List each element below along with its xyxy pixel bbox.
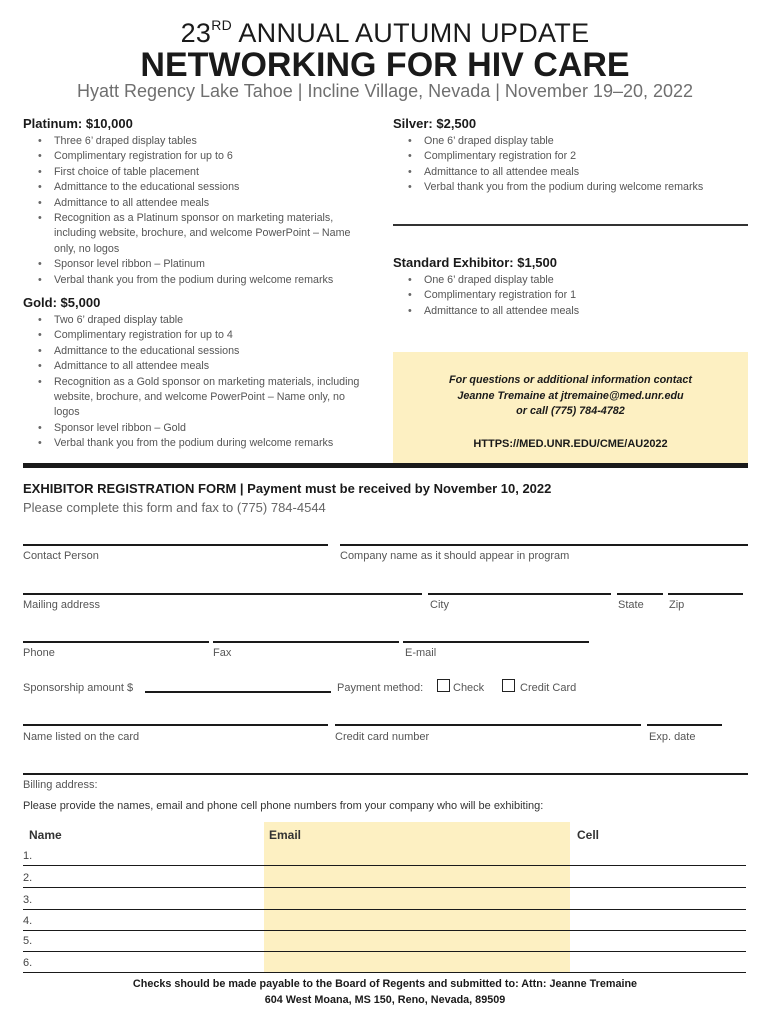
event-subtitle: NETWORKING FOR HIV CARE	[140, 46, 630, 84]
phone-field[interactable]	[23, 641, 209, 643]
benefit-list	[23, 313, 373, 452]
benefit-item: • Complimentary registration for 1	[393, 288, 753, 303]
mailing-address-field[interactable]	[23, 593, 422, 595]
tier-gold	[23, 295, 373, 452]
check-checkbox[interactable]	[437, 679, 450, 692]
event-number: 23	[180, 18, 212, 48]
benefit-item: • Sponsor level ribbon – Platinum	[23, 257, 373, 272]
benefit-item: • Verbal thank you from the podium during welcome remarks	[23, 436, 373, 451]
benefit-item: • Admittance to all attendee meals	[23, 359, 373, 374]
tier-title: Standard Exhibitor: $1,500	[393, 255, 557, 270]
benefit-item: • Verbal thank you from the podium during welcome remarks	[393, 180, 753, 195]
form-subtitle: Please complete this form and fax to (775) 784-4544	[23, 500, 326, 515]
tier-standard	[393, 255, 753, 319]
benefit-list	[23, 134, 373, 288]
table-row[interactable]	[23, 887, 746, 888]
tier-title: Silver: $2,500	[393, 116, 477, 131]
company-name-field[interactable]	[340, 544, 748, 546]
footer-payable-note: Checks should be made payable to the Board of Regents and submitted to: Attn: Jeanne Tremaine	[132, 978, 638, 990]
phone-label: Phone	[23, 647, 55, 659]
table-header-cell: Cell	[577, 828, 600, 842]
exp-date-label: Exp. date	[649, 731, 696, 743]
table-row[interactable]	[23, 909, 746, 910]
benefit-list	[393, 273, 753, 319]
benefit-item: • Admittance to all attendee meals	[393, 304, 753, 319]
credit-card-checkbox[interactable]	[502, 679, 515, 692]
check-label: Check	[453, 682, 485, 694]
card-number-label: Credit card number	[335, 731, 430, 743]
contact-line: For questions or additional information contact	[449, 374, 692, 386]
zip-label: Zip	[669, 599, 685, 611]
zip-field[interactable]	[668, 593, 743, 595]
benefit-item: • Recognition as a Platinum sponsor on marketing materials, including website, brochure, and welcome PowerPoint – Name only, no logos	[23, 211, 373, 257]
billing-address-label: Billing address:	[23, 779, 98, 791]
benefit-item: • Two 6’ draped display table	[23, 313, 373, 328]
table-row[interactable]	[23, 951, 746, 952]
table-row[interactable]	[23, 865, 746, 866]
state-field[interactable]	[617, 593, 663, 595]
table-header-email: Email	[269, 828, 302, 842]
event-venue: Hyatt Regency Lake Tahoe | Incline Village, Nevada | November 19–20, 2022	[76, 81, 694, 101]
email-label: E-mail	[405, 647, 437, 659]
benefit-item: • Three 6’ draped display tables	[23, 134, 373, 149]
event-title-text: ANNUAL AUTUMN UPDATE	[238, 18, 590, 48]
tier-title: Platinum: $10,000	[23, 116, 133, 131]
sponsorship-amount-label: Sponsorship amount $	[23, 682, 134, 694]
table-row-number: 4.	[23, 915, 33, 927]
benefit-item: • Admittance to the educational sessions	[23, 344, 373, 359]
benefit-item: • One 6’ draped display table	[393, 273, 753, 288]
table-row-number: 6.	[23, 957, 33, 969]
contact-phone-line: or call (775) 784-4782	[516, 405, 625, 417]
email-field[interactable]	[403, 641, 589, 643]
city-label: City	[430, 599, 449, 611]
credit-card-label: Credit Card	[520, 682, 577, 694]
exp-date-field[interactable]	[647, 724, 722, 726]
benefit-item: • Complimentary registration for up to 6	[23, 149, 373, 164]
state-label: State	[618, 599, 644, 611]
benefit-item: • Complimentary registration for 2	[393, 149, 753, 164]
email-column-highlight	[264, 822, 570, 972]
section-divider	[393, 224, 748, 226]
name-on-card-label: Name listed on the card	[23, 731, 140, 743]
table-row-number: 2.	[23, 872, 33, 884]
name-on-card-field[interactable]	[23, 724, 328, 726]
footer-address: 604 West Moana, MS 150, Reno, Nevada, 89509	[264, 994, 506, 1006]
contact-email-line[interactable]: Jeanne Tremaine at jtremaine@med.unr.edu	[457, 390, 684, 402]
benefit-item: • Admittance to all attendee meals	[393, 165, 753, 180]
benefit-item: • Complimentary registration for up to 4	[23, 328, 373, 343]
benefit-item: • Recognition as a Gold sponsor on marketing materials, including website, brochure, and welcome PowerPoint – Name only, no logos	[23, 375, 373, 421]
contact-person-label: Contact Person	[23, 550, 99, 562]
table-row[interactable]	[23, 972, 746, 973]
benefit-list	[393, 134, 753, 196]
billing-address-field[interactable]	[23, 773, 748, 775]
table-row-number: 3.	[23, 894, 33, 906]
benefit-item: • First choice of table placement	[23, 165, 373, 180]
event-title	[0, 18, 770, 49]
contact-person-field[interactable]	[23, 544, 328, 546]
company-name-label: Company name as it should appear in program	[340, 550, 570, 562]
benefit-item: • Admittance to all attendee meals	[23, 196, 373, 211]
tier-platinum	[23, 116, 373, 288]
form-title: EXHIBITOR REGISTRATION FORM | Payment must be received by November 10, 2022	[23, 481, 552, 496]
fax-field[interactable]	[213, 641, 399, 643]
event-ordinal: RD	[211, 17, 233, 33]
table-header-name: Name	[29, 828, 62, 842]
card-number-field[interactable]	[335, 724, 641, 726]
exhibitors-note: Please provide the names, email and phone cell phone numbers from your company who will be exhibiting:	[23, 800, 544, 812]
table-row[interactable]	[23, 930, 746, 931]
sponsorship-amount-field[interactable]	[145, 691, 331, 693]
table-row-number: 1.	[23, 850, 33, 862]
tier-title: Gold: $5,000	[23, 295, 101, 310]
benefit-item: • Verbal thank you from the podium during welcome remarks	[23, 273, 373, 288]
fax-label: Fax	[213, 647, 232, 659]
benefit-item: • Admittance to the educational sessions	[23, 180, 373, 195]
benefit-item: • One 6’ draped display table	[393, 134, 753, 149]
mailing-address-label: Mailing address	[23, 599, 101, 611]
city-field[interactable]	[428, 593, 611, 595]
event-url[interactable]: HTTPS://MED.UNR.EDU/CME/AU2022	[473, 438, 668, 450]
payment-method-label: Payment method:	[337, 682, 424, 694]
table-row-number: 5.	[23, 935, 33, 947]
tier-silver	[393, 116, 753, 196]
section-divider-thick	[23, 463, 748, 468]
benefit-item: • Sponsor level ribbon – Gold	[23, 421, 373, 436]
